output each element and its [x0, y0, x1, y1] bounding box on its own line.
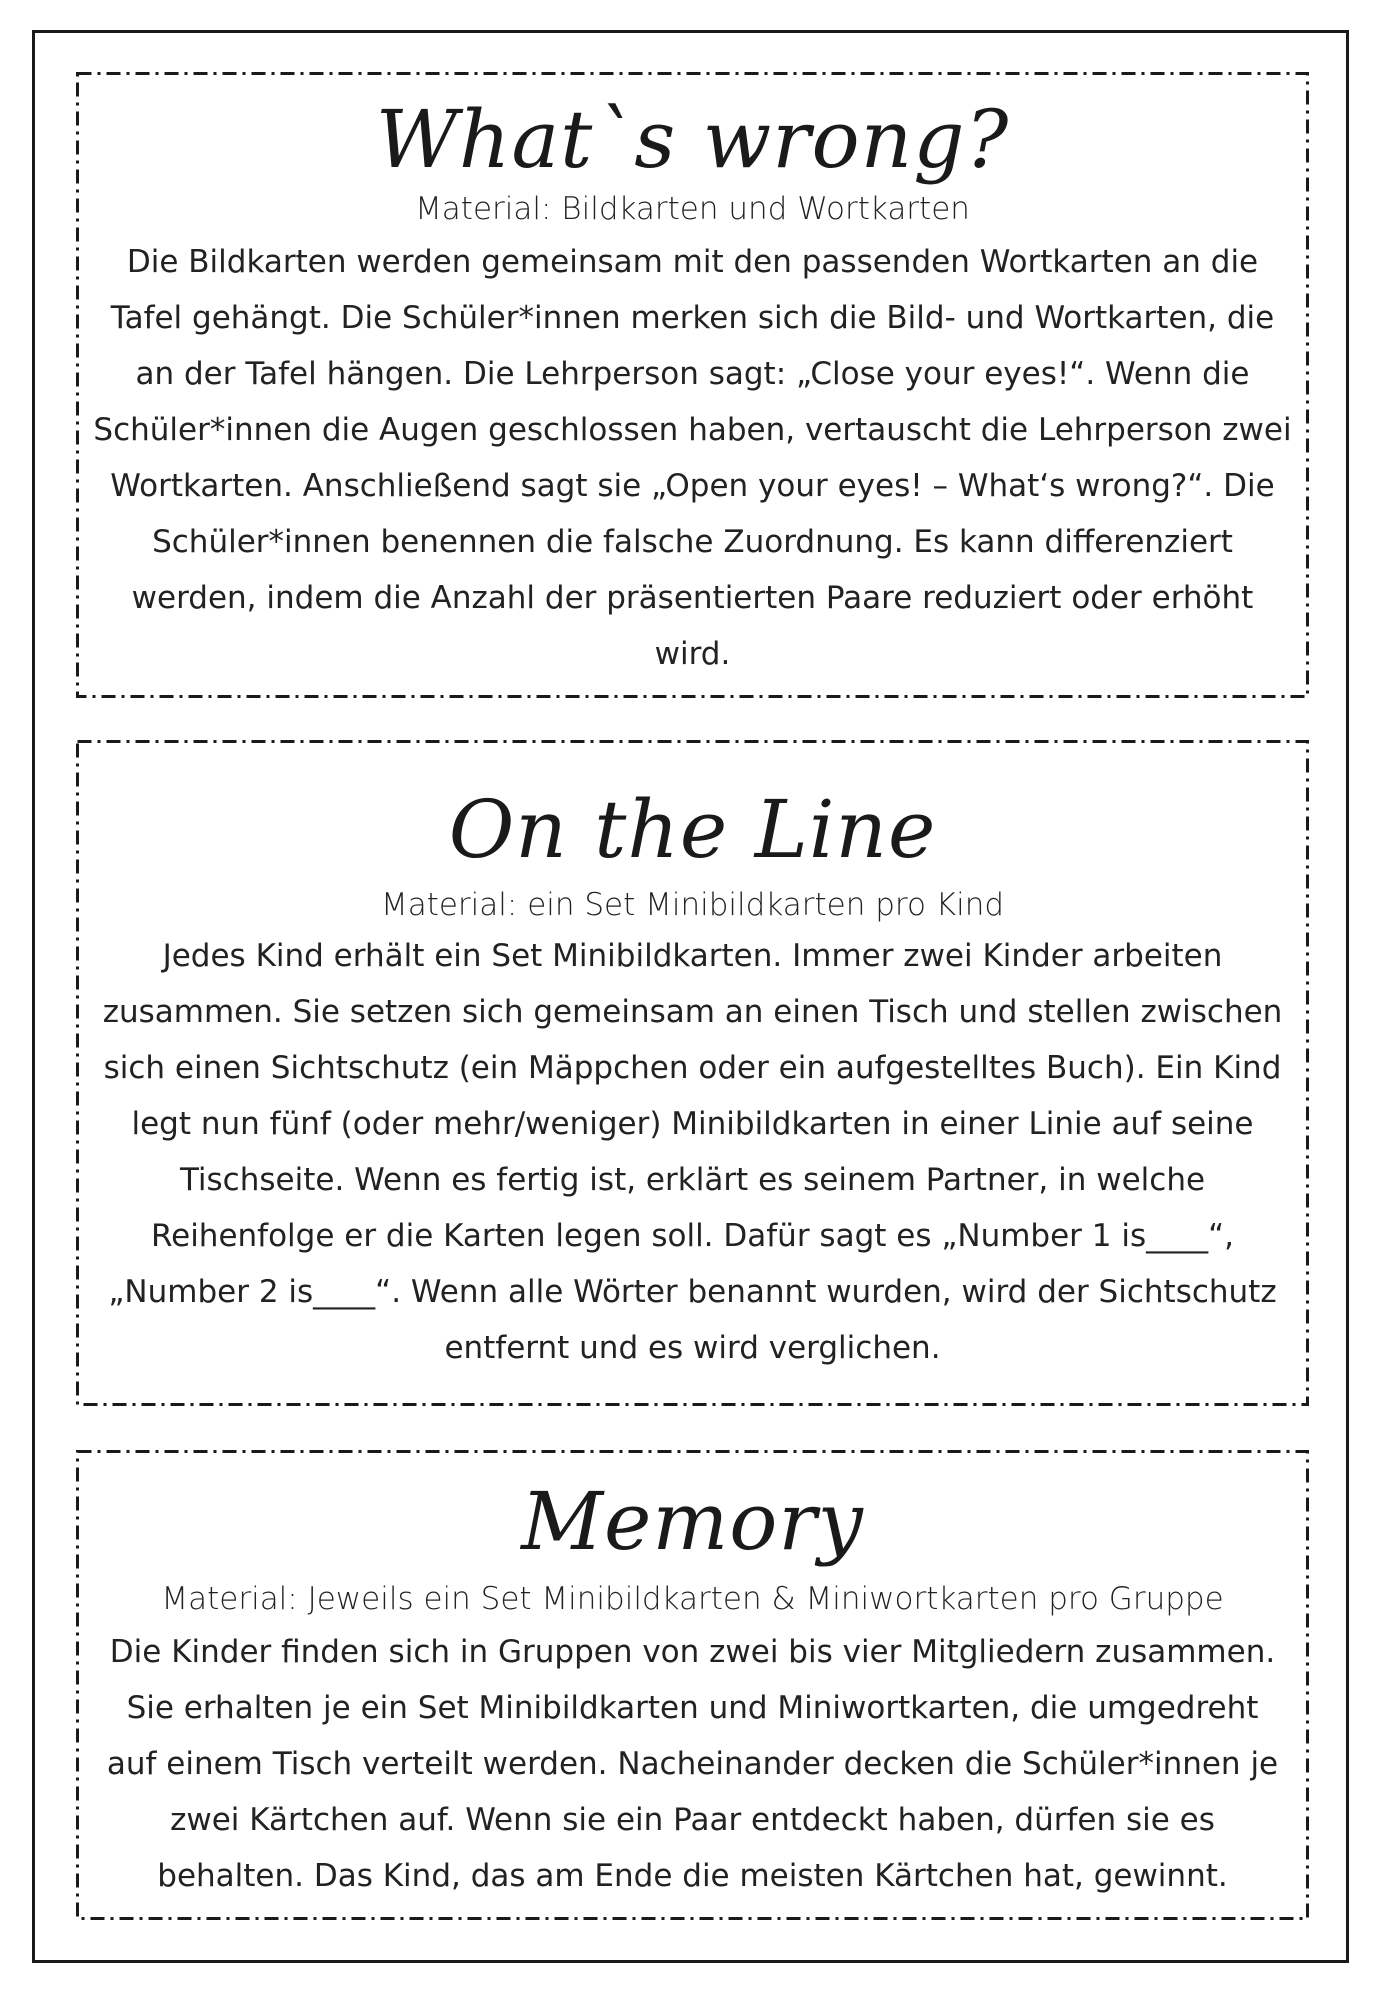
card-description: Die Bildkarten werden gemeinsam mit den passenden Wortkarten an die Tafel gehängt. Die Schüler*innen merken sich die Bild- und Wortkarten, die an der Tafel hängen. Die Lehrperson sagt: „Close your eyes!“. Wenn die Schüler*innen die Augen geschlossen haben, vertauscht die Lehrperson zwei Wortkarten. Anschließend sagt sie „Open your eyes! – What‘s wrong?“. Die Schüler*innen benennen die falsche Zuordnung. Es kann differenziert werden, indem die Anzahl der präsentierten Paare reduziert oder erhöht wird. — [93, 244, 1292, 672]
card-title: What`s wrong? — [375, 93, 1010, 186]
card-description: Jedes Kind erhält ein Set Minibildkarten. Immer zwei Kinder arbeiten zusammen. Sie setzen sich gemeinsam an einen Tisch und stellen zwischen sich einen Sichtschutz (ein Mäppchen oder ein aufgestelltes Buch). Ein Kind legt nun fünf (oder mehr/weniger) Minibildkarten in einer Linie auf seine Tischseite. Wenn es fertig ist, erklärt es seinem Partner, in welche Reihenfolge er die Karten legen soll. Dafür sagt es „Number 1 is____“, „Number 2 is____“. Wenn alle Wörter benannt wurden, wird der Sichtschutz entfernt und es wird verglichen. — [102, 938, 1283, 1366]
card-material: Material: Bildkarten und Wortkarten — [415, 191, 970, 227]
activity-card-on-the-line — [76, 740, 1309, 1406]
activity-card-memory — [76, 1450, 1309, 1920]
activity-card-whats-wrong — [76, 72, 1309, 698]
card-description: Die Kinder finden sich in Gruppen von zwei bis vier Mitgliedern zusammen. Sie erhalten je ein Set Minibildkarten und Miniwortkarten, die umgedreht auf einem Tisch verteilt werden. Nacheinander decken die Schüler*innen je zwei Kärtchen auf. Wenn sie ein Paar entdeckt haben, dürfen sie es behalten. Das Kind, das am Ende die meisten Kärtchen hat, gewinnt. — [106, 1634, 1279, 1894]
card-title: Memory — [521, 1475, 864, 1568]
card-title: On the Line — [448, 783, 937, 876]
card-material: Material: Jeweils ein Set Minibildkarten & Miniwortkarten pro Gruppe — [161, 1581, 1224, 1617]
card-material: Material: ein Set Minibildkarten pro Kind — [380, 887, 1005, 923]
